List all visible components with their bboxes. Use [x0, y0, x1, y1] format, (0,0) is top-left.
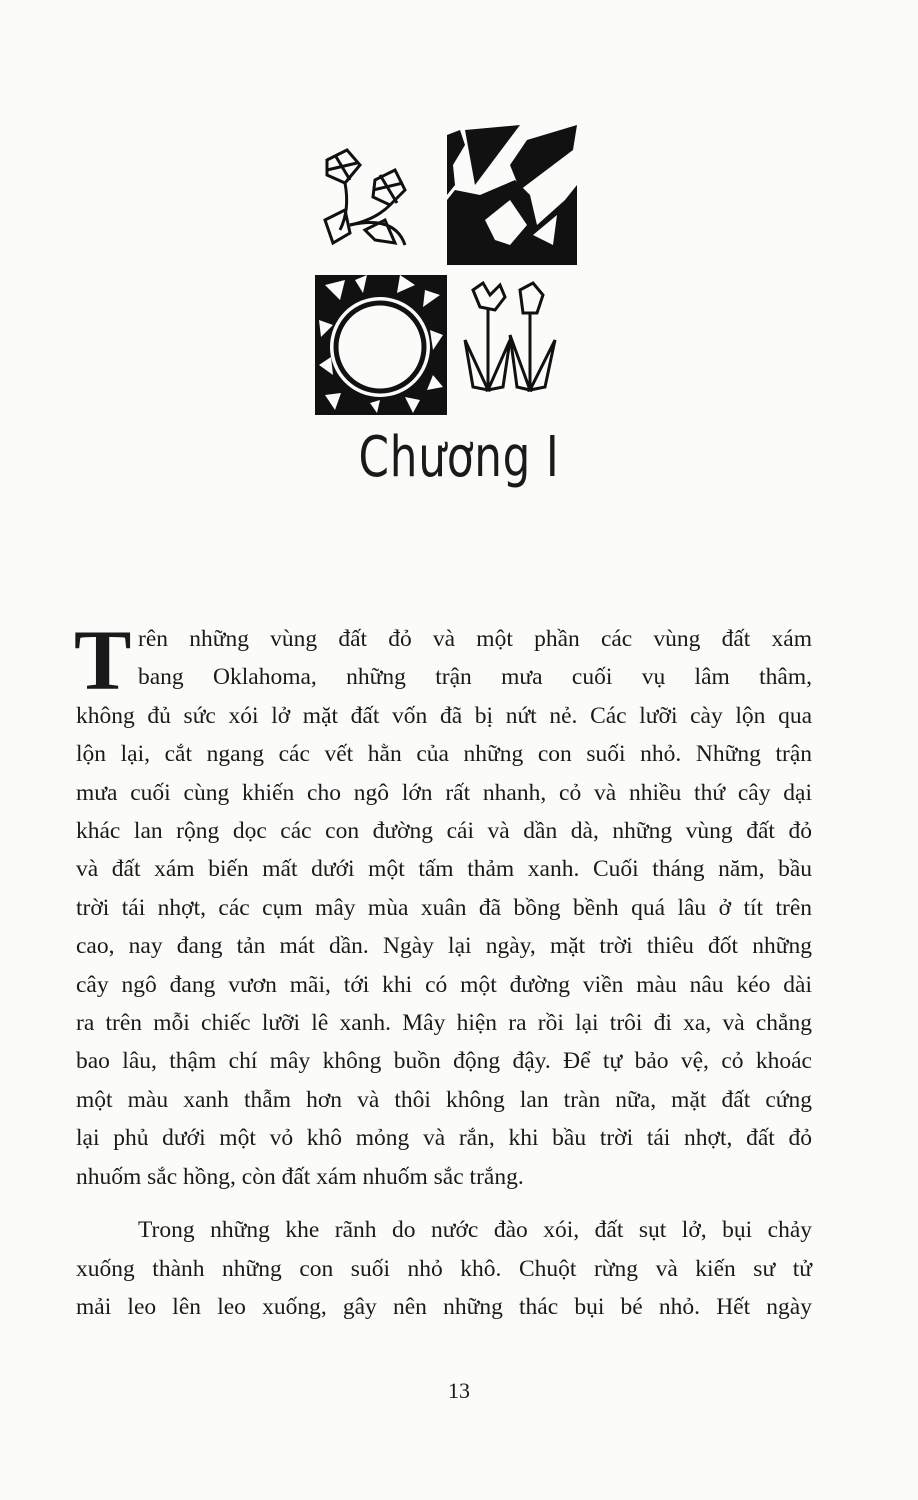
- text-line: trời tái nhợt, các cụm mây mùa xuân đã bồng bềnh quá lâu ở tít trên: [76, 894, 812, 921]
- text-line: cây ngô đang vươn mãi, tới khi có một đường viền màu nâu kéo dài: [76, 971, 812, 998]
- text-line: xuống thành những con suối nhỏ khô. Chuột rừng và kiến sư tử: [76, 1255, 812, 1282]
- text-line: Trong những khe rãnh do nước đào xói, đất sụt lở, bụi chảy: [138, 1217, 812, 1244]
- ornament-top-right-block: [447, 125, 577, 265]
- chapter-ornament: [305, 125, 585, 420]
- text-line: mưa cuối cùng khiến cho ngô lớn rất nhanh, cỏ và nhiều thứ cây dại: [76, 779, 812, 806]
- ornament-tulips: [465, 283, 555, 390]
- body-text: [74, 612, 812, 1326]
- text-line: bao lâu, thậm chí mây không buồn động đậy. Để tự bảo vệ, cỏ khoác: [76, 1048, 812, 1075]
- chapter-title: Chương I: [358, 425, 560, 490]
- text-line: cao, nay đang tản mát dần. Ngày lại ngày, mặt trời thiêu đốt những: [76, 933, 812, 960]
- text-line: ra trên mỗi chiếc lưỡi lê xanh. Mây hiện ra rồi lại trôi đi xa, và chẳng: [76, 1010, 812, 1037]
- text-line: lại phủ dưới một vỏ khô mỏng và rắn, khi bầu trời tái nhợt, đất đỏ: [76, 1125, 812, 1152]
- paragraph: [74, 612, 812, 1196]
- text-line: rên những vùng đất đỏ và một phần các vùng đất xám: [138, 626, 812, 652]
- text-line: không đủ sức xói lở mặt đất vốn đã bị nứt nẻ. Các lưỡi cày lộn qua: [76, 702, 812, 729]
- text-line: bang Oklahoma, những trận mưa cuối vụ lâm thâm,: [138, 664, 812, 691]
- text-line: lộn lại, cắt ngang các vết hằn của những con suối nhỏ. Những trận: [76, 741, 812, 768]
- text-line: khác lan rộng dọc các con đường cái và dần dà, những vùng đất đỏ: [76, 818, 812, 845]
- text-line: nhuốm sắc hồng, còn đất xám nhuốm sắc trắng.: [76, 1163, 524, 1190]
- ornament-flowers-top-left: [325, 150, 405, 245]
- text-line: mải leo lên leo xuống, gây nên những thác bụi bé nhỏ. Hết ngày: [76, 1293, 812, 1320]
- paragraph: [76, 1211, 812, 1326]
- text-line: và đất xám biến mất dưới một tấm thảm xanh. Cuối tháng năm, bầu: [76, 856, 812, 883]
- ornament-sun-block: [315, 275, 447, 415]
- drop-cap: T: [74, 612, 132, 708]
- text-line: một màu xanh thẫm hơn và thôi không lan tràn nữa, mặt đất cứng: [76, 1086, 812, 1113]
- page-number: 13: [448, 1378, 470, 1403]
